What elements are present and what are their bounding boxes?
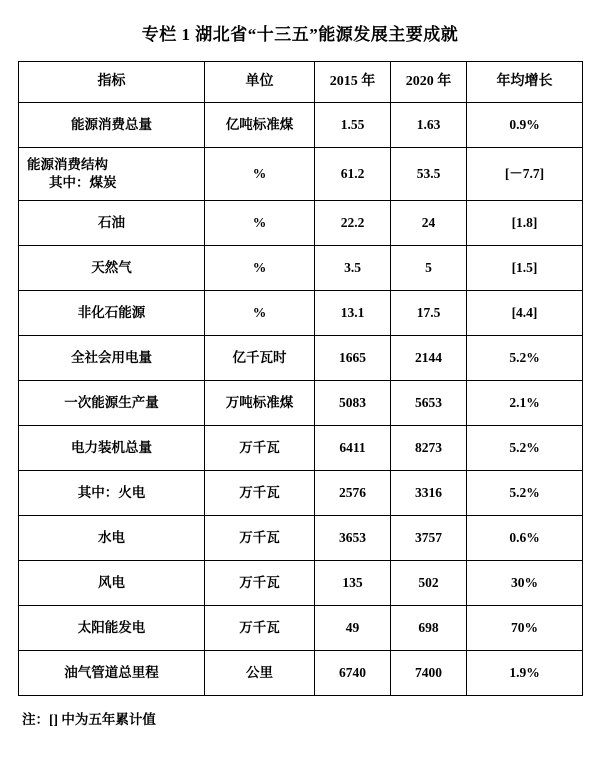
table-row (19, 381, 583, 426)
cell-2015: 6411 (315, 426, 391, 471)
cell-growth: [1.5] (467, 246, 583, 291)
column-header-indicator: 指标 (19, 62, 205, 103)
table-row (19, 606, 583, 651)
cell-2020: 3316 (391, 471, 467, 516)
cell-growth: 0.6% (467, 516, 583, 561)
table-row (19, 471, 583, 516)
cell-indicator: 天然气 (19, 246, 205, 291)
column-header-growth: 年均增长 (467, 62, 583, 103)
cell-indicator: 太阳能发电 (19, 606, 205, 651)
page-title: 专栏 1 湖北省“十三五”能源发展主要成就 (141, 25, 459, 44)
cell-indicator: 电力装机总量 (19, 426, 205, 471)
table-row (19, 201, 583, 246)
cell-unit: 亿千瓦时 (205, 336, 315, 381)
cell-indicator: 非化石能源 (19, 291, 205, 336)
table-row (19, 561, 583, 606)
cell-indicator: 其中：火电 (19, 471, 205, 516)
table-row (19, 103, 583, 148)
column-header-2015: 2015 年 (315, 62, 391, 103)
cell-2020: 5653 (391, 381, 467, 426)
cell-2015: 6740 (315, 651, 391, 696)
cell-unit: % (205, 148, 315, 201)
cell-2015: 13.1 (315, 291, 391, 336)
cell-2020: 5 (391, 246, 467, 291)
table-header (19, 62, 583, 103)
cell-2015: 49 (315, 606, 391, 651)
cell-growth: 5.2% (467, 426, 583, 471)
table-row (19, 651, 583, 696)
cell-unit: 万千瓦 (205, 471, 315, 516)
table-body (19, 103, 583, 696)
column-header-unit: 单位 (205, 62, 315, 103)
cell-2015: 22.2 (315, 201, 391, 246)
cell-2015: 5083 (315, 381, 391, 426)
cell-indicator: 一次能源生产量 (19, 381, 205, 426)
cell-unit: % (205, 201, 315, 246)
cell-2015: 3653 (315, 516, 391, 561)
table-header-row (19, 62, 583, 103)
cell-indicator: 石油 (19, 201, 205, 246)
cell-indicator: 水电 (19, 516, 205, 561)
table-row (19, 291, 583, 336)
cell-growth: [1.8] (467, 201, 583, 246)
cell-growth: 0.9% (467, 103, 583, 148)
cell-growth: 2.1% (467, 381, 583, 426)
table-row (19, 516, 583, 561)
cell-2015: 61.2 (315, 148, 391, 201)
cell-growth: 5.2% (467, 471, 583, 516)
table-row (19, 426, 583, 471)
cell-unit: 万千瓦 (205, 516, 315, 561)
cell-2020: 3757 (391, 516, 467, 561)
cell-indicator: 能源消费总量 (19, 103, 205, 148)
cell-growth: 5.2% (467, 336, 583, 381)
cell-2020: 17.5 (391, 291, 467, 336)
indicator-line-1: 能源消费结构 (27, 156, 108, 172)
cell-2020: 698 (391, 606, 467, 651)
cell-unit: 万千瓦 (205, 426, 315, 471)
cell-indicator: 全社会用电量 (19, 336, 205, 381)
cell-growth: 70% (467, 606, 583, 651)
column-header-2020: 2020 年 (391, 62, 467, 103)
cell-unit: 公里 (205, 651, 315, 696)
table-row (19, 336, 583, 381)
cell-2020: 1.63 (391, 103, 467, 148)
cell-unit: 万吨标准煤 (205, 381, 315, 426)
cell-2020: 8273 (391, 426, 467, 471)
cell-2020: 7400 (391, 651, 467, 696)
cell-2015: 3.5 (315, 246, 391, 291)
cell-growth: [－7.7] (467, 148, 583, 201)
cell-2020: 53.5 (391, 148, 467, 201)
cell-2015: 135 (315, 561, 391, 606)
indicator-line-2: 其中：煤炭 (49, 175, 117, 190)
cell-unit: 万千瓦 (205, 606, 315, 651)
energy-achievements-table (18, 61, 583, 696)
cell-growth: 30% (467, 561, 583, 606)
cell-growth: 1.9% (467, 651, 583, 696)
table-note: 注：[] 中为五年累计值 (22, 712, 156, 727)
cell-2020: 24 (391, 201, 467, 246)
cell-unit: 万千瓦 (205, 561, 315, 606)
cell-2020: 502 (391, 561, 467, 606)
cell-indicator: 油气管道总里程 (19, 651, 205, 696)
cell-growth: [4.4] (467, 291, 583, 336)
table-row (19, 246, 583, 291)
cell-indicator: 风电 (19, 561, 205, 606)
table-row (19, 148, 583, 201)
cell-indicator (19, 148, 205, 201)
cell-unit: % (205, 291, 315, 336)
cell-2015: 1665 (315, 336, 391, 381)
cell-2020: 2144 (391, 336, 467, 381)
cell-unit: % (205, 246, 315, 291)
cell-2015: 2576 (315, 471, 391, 516)
cell-2015: 1.55 (315, 103, 391, 148)
cell-unit: 亿吨标准煤 (205, 103, 315, 148)
